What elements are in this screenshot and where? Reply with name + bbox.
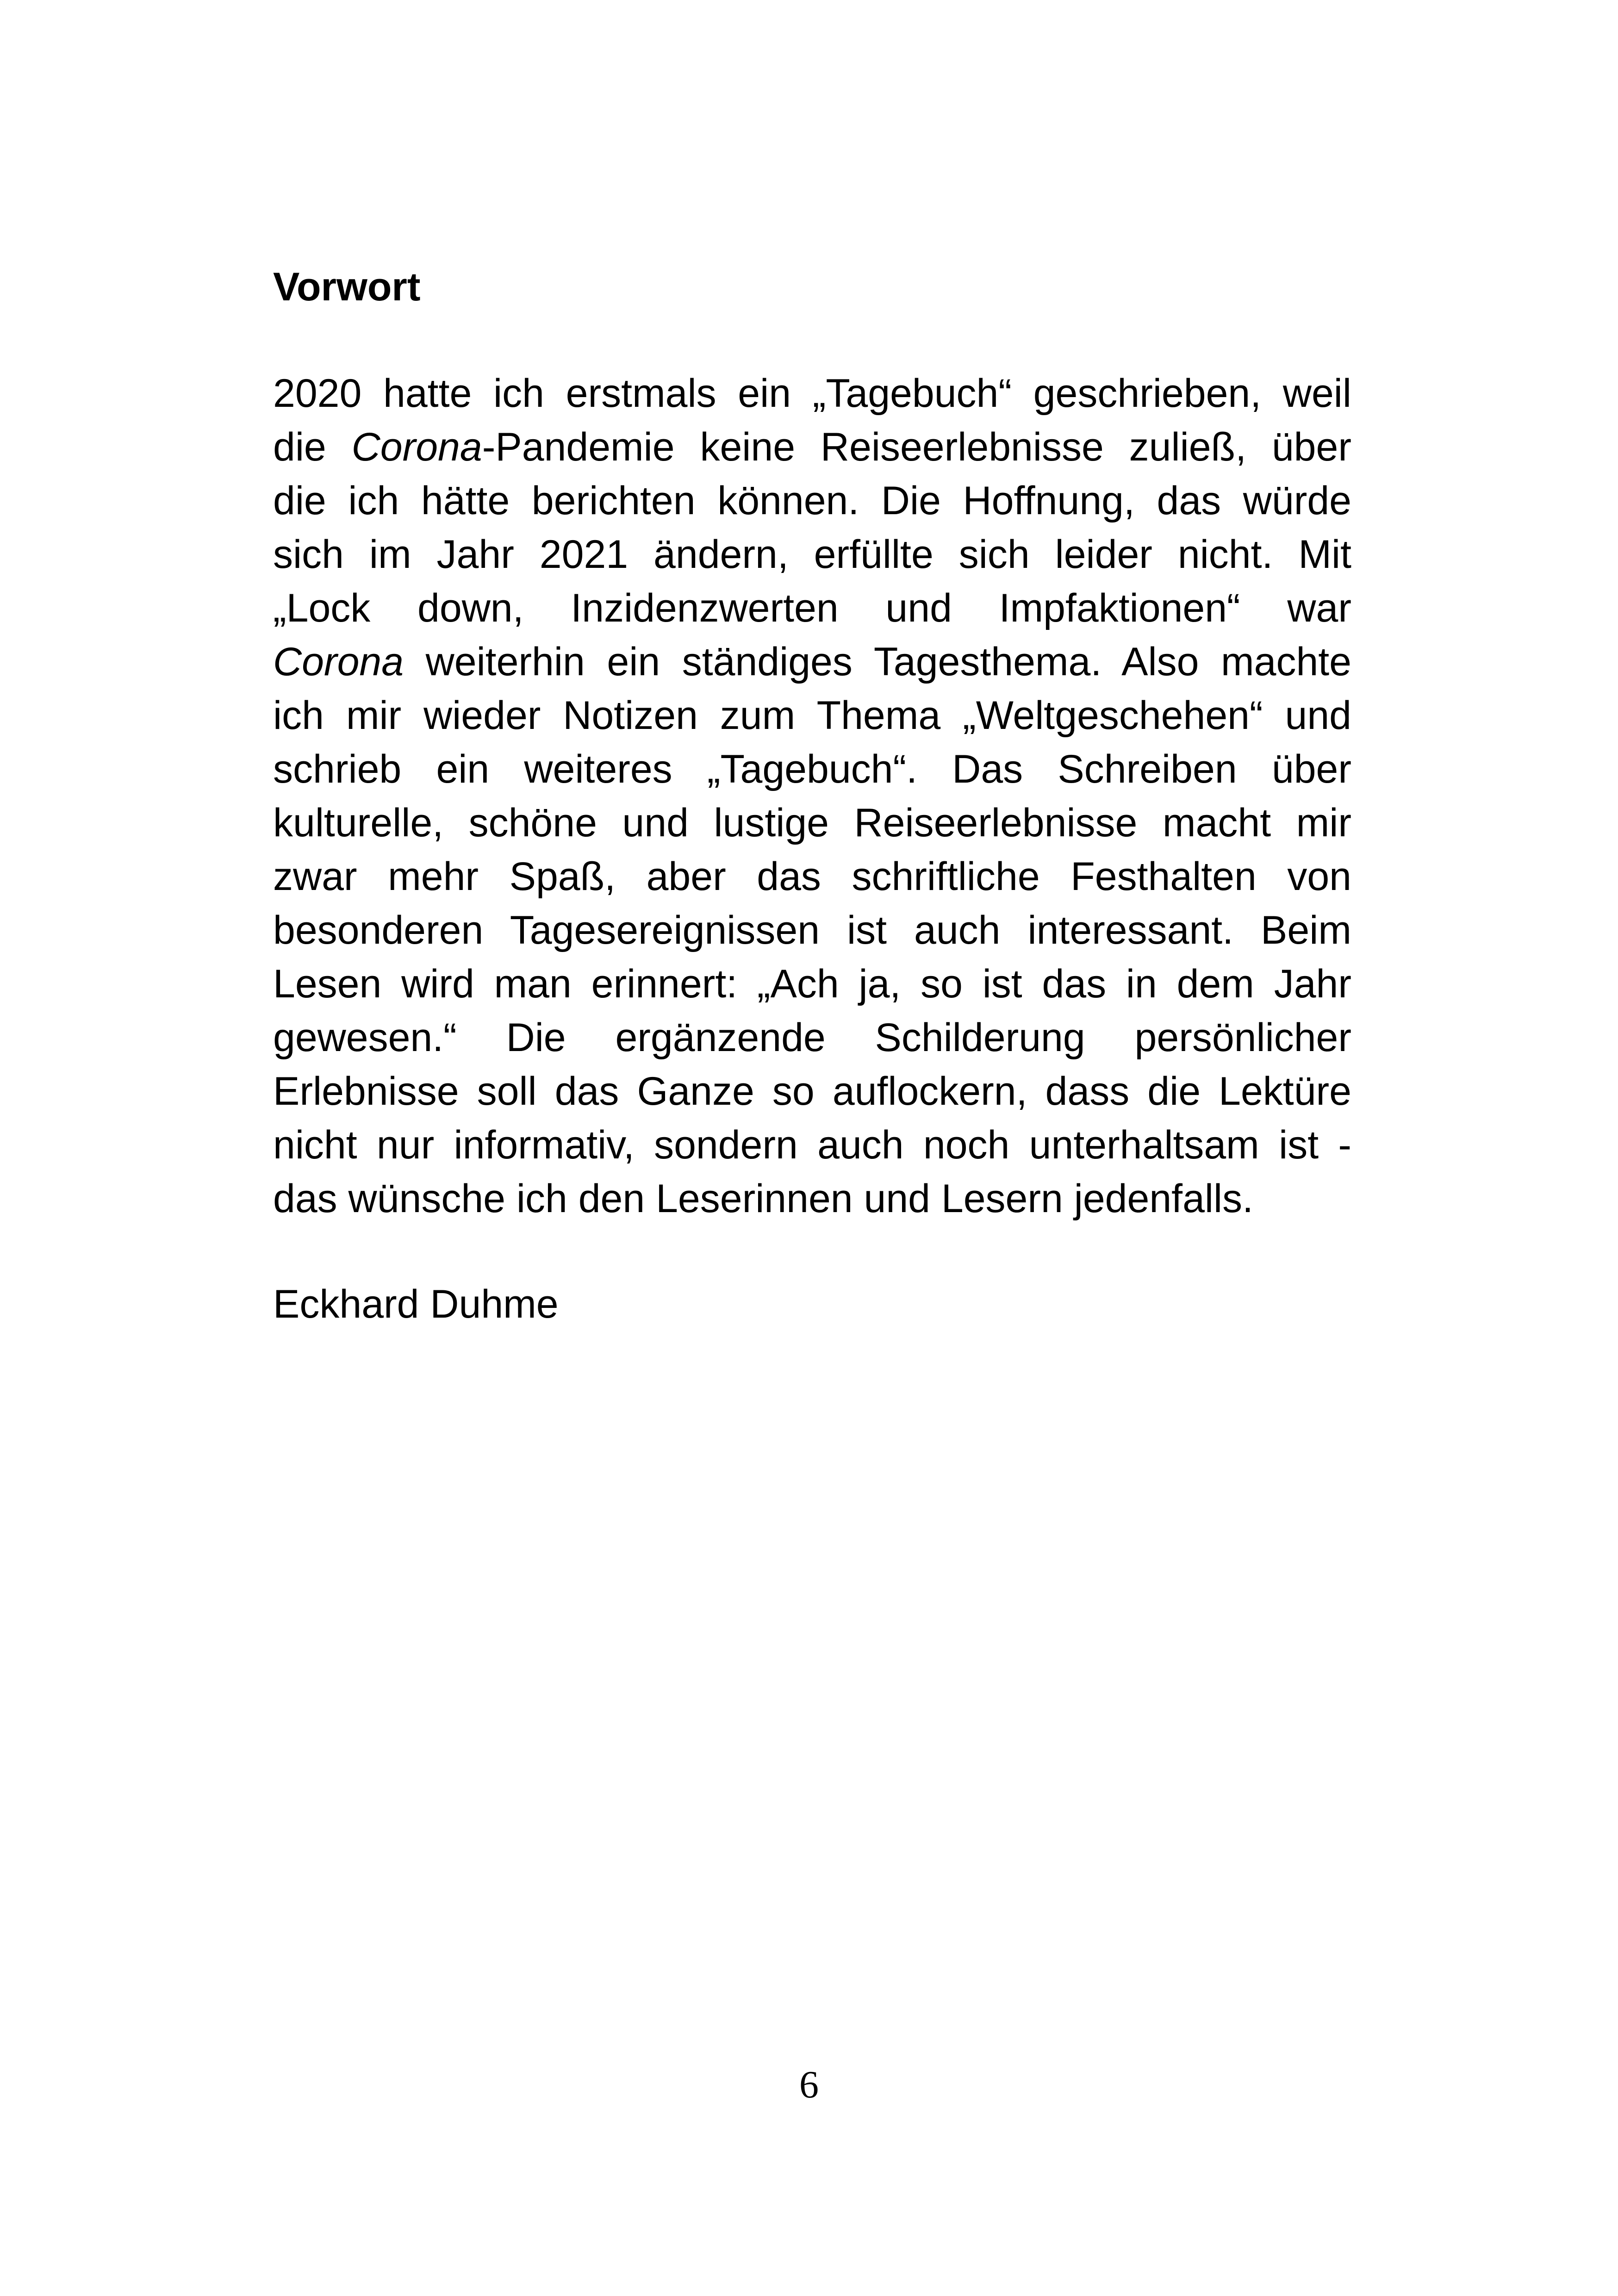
text-segment: gewesen.“ Die ergänzende Schilderung persönlicher — [273, 1015, 1351, 1060]
text-segment: kulturelle, schöne und lustige Reiseerlebnisse macht mir — [273, 801, 1351, 845]
text-segment: sich im Jahr 2021 ändern, erfüllte sich leider nicht. Mit — [273, 532, 1351, 577]
author-signature: Eckhard Duhme — [273, 1282, 559, 1326]
text-line — [273, 957, 1351, 1011]
text-segment: weiterhin ein ständiges Tagesthema. Also machte — [404, 640, 1351, 684]
text-line — [273, 1118, 1351, 1172]
page-number: 6 — [799, 2063, 819, 2106]
italic-text: Corona — [273, 640, 404, 684]
text-segment: das wünsche ich den Leserinnen und Lesern jedenfalls. — [273, 1176, 1254, 1221]
text-line — [273, 689, 1351, 742]
text-segment: besonderen Tagesereignissen ist auch interessant. Beim — [273, 908, 1351, 952]
text-line — [273, 528, 1351, 581]
text-segment: 2020 hatte ich erstmals ein „Tagebuch“ geschrieben, weil — [273, 371, 1351, 416]
preface-paragraph — [273, 367, 1351, 1226]
page-heading: Vorwort — [273, 265, 421, 309]
text-segment: schrieb ein weiteres „Tagebuch“. Das Schreiben über — [273, 747, 1351, 791]
text-line — [273, 474, 1351, 528]
text-segment: die — [273, 425, 352, 469]
text-line — [273, 1011, 1351, 1064]
text-line — [273, 367, 1351, 420]
text-line — [273, 1064, 1351, 1118]
text-segment: Lesen wird man erinnert: „Ach ja, so ist das in dem Jahr — [273, 962, 1351, 1006]
text-line — [273, 903, 1351, 957]
text-line — [273, 635, 1351, 689]
text-line — [273, 796, 1351, 850]
text-line — [273, 742, 1351, 796]
italic-text: Corona — [351, 425, 482, 469]
text-segment: zwar mehr Spaß, aber das schriftliche Festhalten von — [273, 854, 1351, 899]
text-line — [273, 1172, 1351, 1226]
text-line — [273, 850, 1351, 903]
text-segment: die ich hätte berichten können. Die Hoffnung, das würde — [273, 479, 1351, 523]
text-segment: „Lock down, Inzidenzwerten und Impfaktionen“ war — [273, 586, 1351, 630]
text-segment: ich mir wieder Notizen zum Thema „Weltgeschehen“ und — [273, 693, 1351, 738]
page-content — [273, 259, 1351, 1332]
text-line — [273, 420, 1351, 474]
text-segment: -Pandemie keine Reiseerlebnisse zuließ, über — [482, 425, 1351, 469]
text-segment: nicht nur informativ, sondern auch noch unterhaltsam ist - — [273, 1123, 1351, 1167]
text-segment: Erlebnisse soll das Ganze so auflockern, dass die Lektüre — [273, 1069, 1351, 1114]
text-line — [273, 581, 1351, 635]
